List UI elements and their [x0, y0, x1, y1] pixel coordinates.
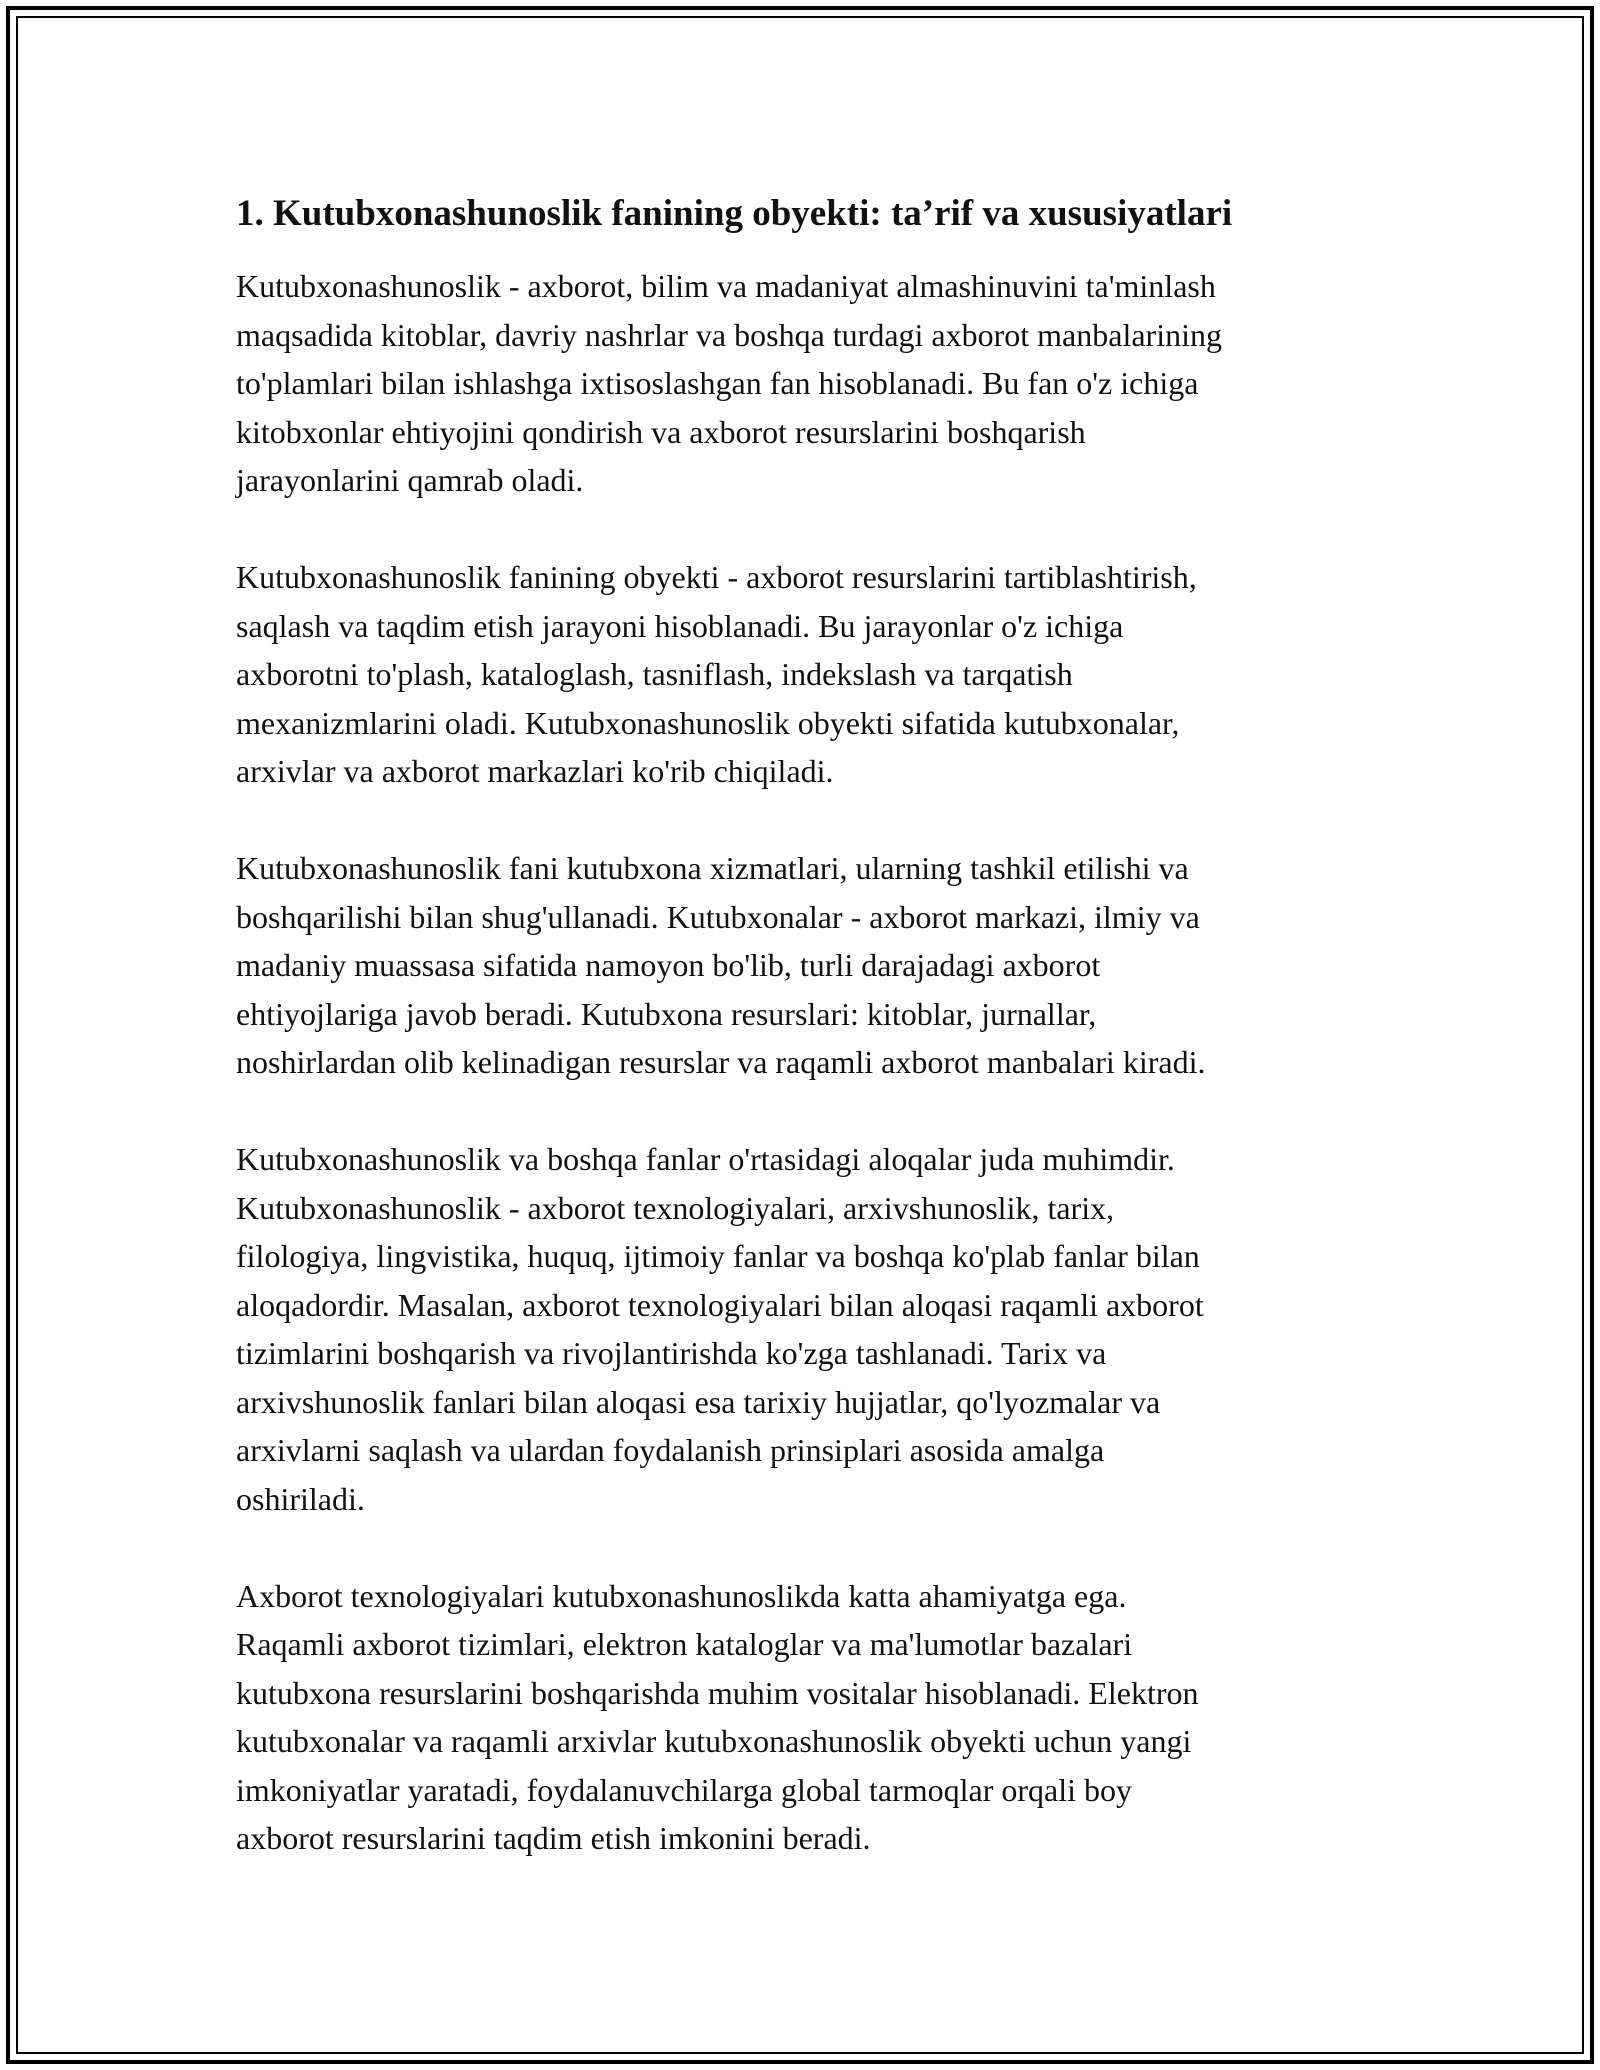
document-body	[236, 186, 1386, 1911]
paragraph-related-sciences: Kutubxonashunoslik va boshqa fanlar o'rtasidagi aloqalar juda muhimdir. Kutubxonashunoslik - axborot texnologiyalari, arxivshunoslik, tarix, filologiya, lingvistika, huquq, ijtimoiy fanlar va boshqa ko'plab fanlar bilan aloqadordir. Masalan, axborot texnologiyalari bilan aloqasi raqamli axborot tizimlarini boshqarish va rivojlantirishda ko'zga tashlanadi. Tarix va arxivshunoslik fanlari bilan aloqasi esa tarixiy hujjatlar, qo'lyozmalar va arxivlarni saqlash va ulardan foydalanish prinsiplari asosida amalga oshiriladi.	[236, 1141, 1204, 1517]
paragraph-definition: Kutubxonashunoslik - axborot, bilim va madaniyat almashinuvini ta'minlash maqsadida kitoblar, davriy nashrlar va boshqa turdagi axborot manbalarining to'plamlari bilan ishlashga ixtisoslashgan fan hisoblanadi. Bu fan o'z ichiga kitobxonlar ehtiyojini qondirish va axborot resurslarini boshqarish jarayonlarini qamrab oladi.	[236, 268, 1222, 498]
section-heading: 1. Kutubxonashunoslik fanining obyekti: ta’rif va xususiyatlari	[236, 193, 1233, 234]
paragraph-object: Kutubxonashunoslik fanining obyekti - axborot resurslarini tartiblashtirish, saqlash va taqdim etish jarayoni hisoblanadi. Bu jarayonlar o'z ichiga axborotni to'plash, kataloglash, tasniflash, indekslash va tarqatish mexanizmlarini oladi. Kutubxonashunoslik obyekti sifatida kutubxonalar, arxivlar va axborot markazlari ko'rib chiqiladi.	[236, 559, 1197, 789]
paragraph-information-technology: Axborot texnologiyalari kutubxonashunoslikda katta ahamiyatga ega. Raqamli axborot tizimlari, elektron kataloglar va ma'lumotlar bazalari kutubxona resurslarini boshqarishda muhim vositalar hisoblanadi. Elektron kutubxonalar va raqamli arxivlar kutubxonashunoslik obyekti uchun yangi imkoniyatlar yaratadi, foydalanuvchilarga global tarmoqlar orqali boy axborot resurslarini taqdim etish imkonini beradi.	[236, 1577, 1199, 1856]
paragraph-library-services: Kutubxonashunoslik fani kutubxona xizmatlari, ularning tashkil etilishi va boshqarilishi bilan shug'ullanadi. Kutubxonalar - axborot markazi, ilmiy va madaniy muassasa sifatida namoyon bo'lib, turli darajadagi axborot ehtiyojlariga javob beradi. Kutubxona resurslari: kitoblar, jurnallar, noshirlardan olib kelinadigan resurslar va raqamli axborot manbalari kiradi.	[236, 850, 1206, 1080]
